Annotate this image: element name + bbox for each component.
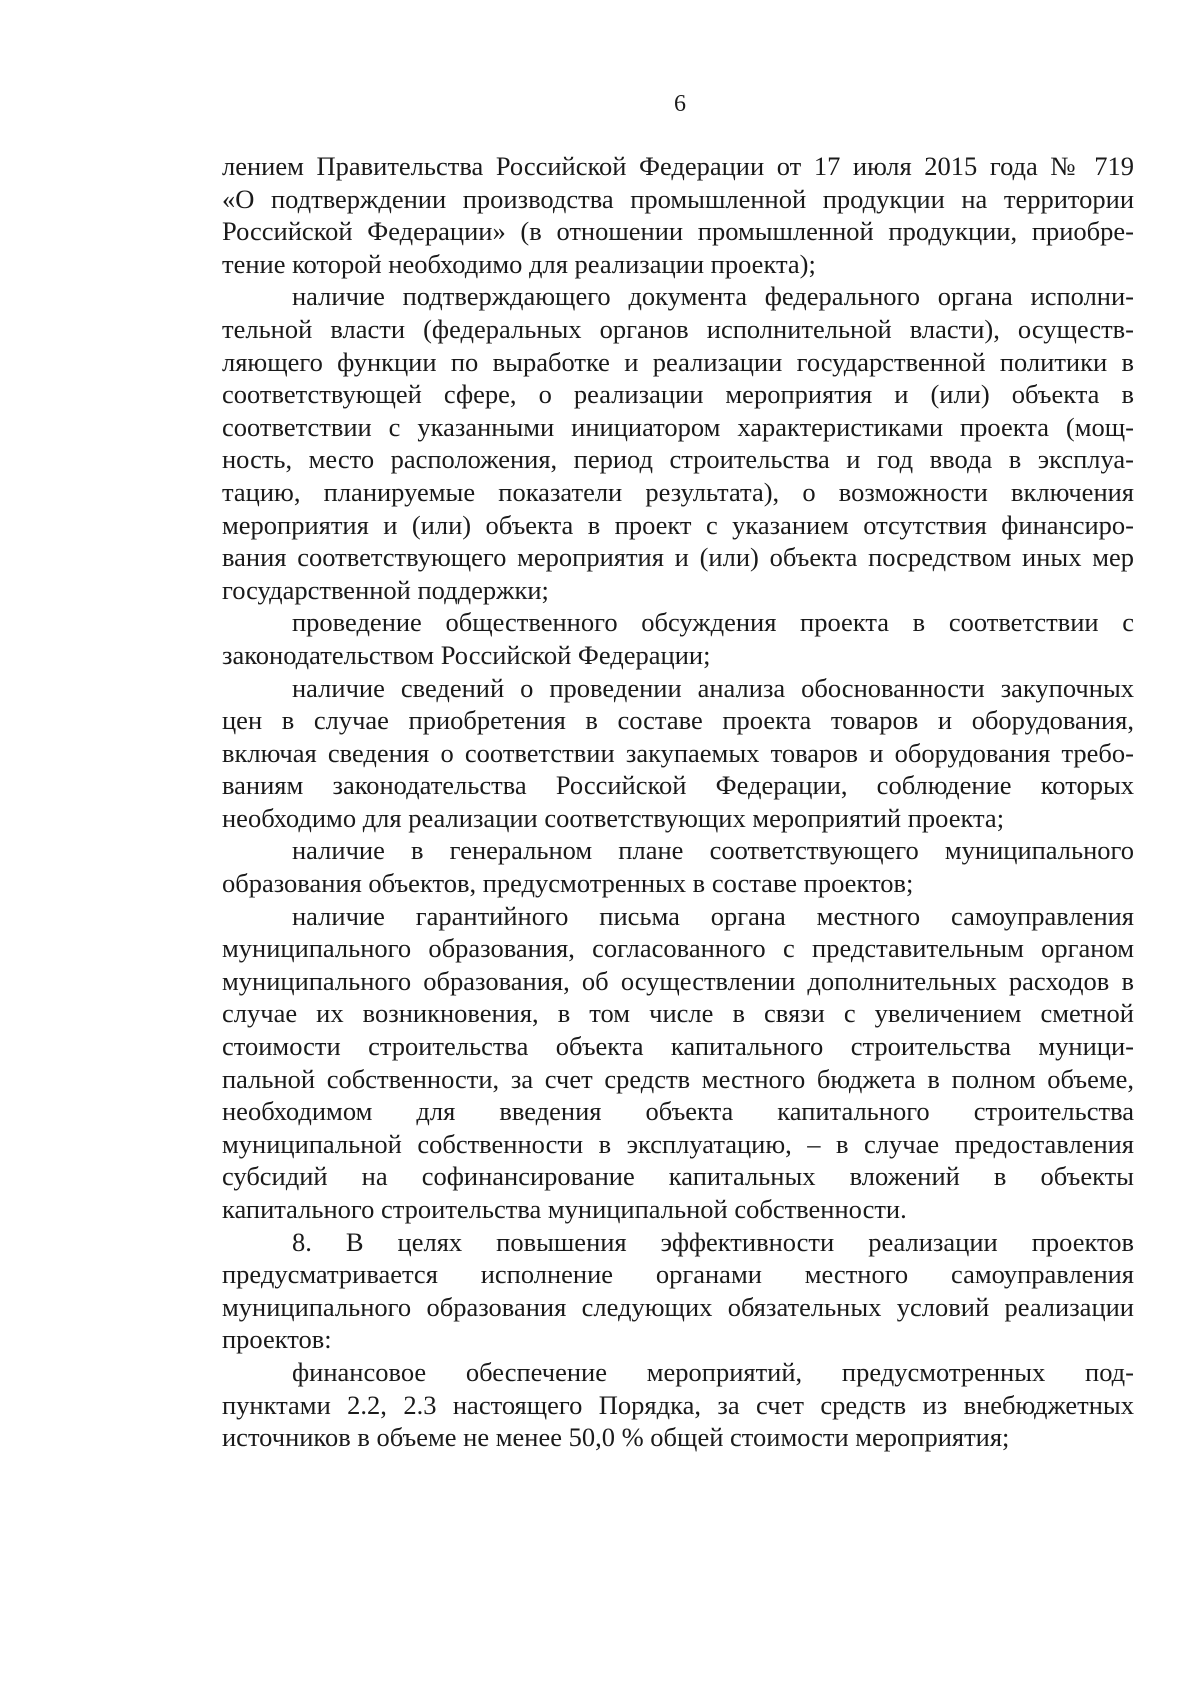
text-line: пунктами 2.2, 2.3 настоящего Порядка, за счет средств из внебюджетных [222,1389,1134,1420]
text-line: муниципальной собственности в эксплуатацию, – в случае предоставления [222,1128,1134,1159]
text-line: наличие в генеральном плане соответствующего муниципального [292,835,1134,866]
text-line: ваниям законодательства Российской Федерации, соблюдение которых [222,770,1134,801]
text-line: необходимом для введения объекта капитального строительства [222,1096,1134,1127]
text-line: тельной власти (федеральных органов исполнительной власти), осуществ- [222,313,1134,344]
text-line: «О подтверждении производства промышленной продукции на территории [222,183,1134,214]
text-line: капитального строительства муниципальной собственности. [222,1194,907,1224]
text-line: наличие гарантийного письма органа местного самоуправления [292,900,1134,931]
text-line: источников в объеме не менее 50,0 % общей стоимости мероприятия; [222,1422,1010,1453]
text-line: случае их возникновения, в том числе в связи с увеличением сметной [222,998,1134,1029]
text-line: наличие подтверждающего документа федерального органа исполни- [292,281,1134,312]
text-line: включая сведения о соответствии закупаемых товаров и оборудования требо- [222,737,1134,768]
text-line: наличие сведений о проведении анализа обоснованности закупочных [292,672,1134,703]
body-text [222,150,1134,1454]
text-line: проектов: [222,1324,332,1355]
text-line: муниципального образования, об осуществлении дополнительных расходов в [222,965,1134,996]
text-line: законодательством Российской Федерации; [222,639,711,670]
text-line: стоимости строительства объекта капитального строительства муници- [222,1031,1134,1062]
text-line: соответствующей сфере, о реализации мероприятия и (или) объекта в [222,379,1134,410]
text-line: муниципального образования, согласованного с представительным органом [222,933,1134,964]
text-line: ляющего функции по выработке и реализации государственной политики в [222,346,1134,377]
text-line: соответствии с указанными инициатором характеристиками проекта (мощ- [222,411,1134,442]
text-line: финансовое обеспечение мероприятий, предусмотренных под- [292,1356,1134,1387]
text-line: образования объектов, предусмотренных в составе проектов; [222,868,914,899]
text-line: тацию, планируемые показатели результата), о возможности включения [222,476,1134,507]
text-line: субсидий на софинансирование капитальных вложений в объекты [222,1161,1134,1192]
text-line: пальной собственности, за счет средств местного бюджета в полном объеме, [222,1063,1134,1094]
text-line: ность, место расположения, период строительства и год ввода в эксплуа- [222,444,1134,475]
text-line: необходимо для реализации соответствующих мероприятий проекта; [222,802,1005,833]
text-line: вания соответствующего мероприятия и (или) объекта посредством иных мер [222,542,1134,573]
text-line: муниципального образования следующих обязательных условий реализации [222,1291,1134,1322]
text-line: лением Правительства Российской Федерации от 17 июля 2015 года № 719 [222,151,1134,181]
text-line: предусматривается исполнение органами местного самоуправления [222,1259,1134,1290]
text-line: цен в случае приобретения в составе проекта товаров и оборудования, [222,705,1134,736]
text-line: государственной поддержки; [222,574,549,605]
page-number: 6 [674,91,686,117]
text-line: проведение общественного обсуждения проекта в соответствии с [292,607,1134,638]
text-line: мероприятия и (или) объекта в проект с указанием отсутствия финансиро- [222,509,1134,540]
text-line: 8. В целях повышения эффективности реализации проектов [292,1226,1134,1257]
text-line: Российской Федерации» (в отношении промышленной продукции, приобре- [222,216,1134,247]
text-line: тение которой необходимо для реализации проекта); [222,248,816,279]
